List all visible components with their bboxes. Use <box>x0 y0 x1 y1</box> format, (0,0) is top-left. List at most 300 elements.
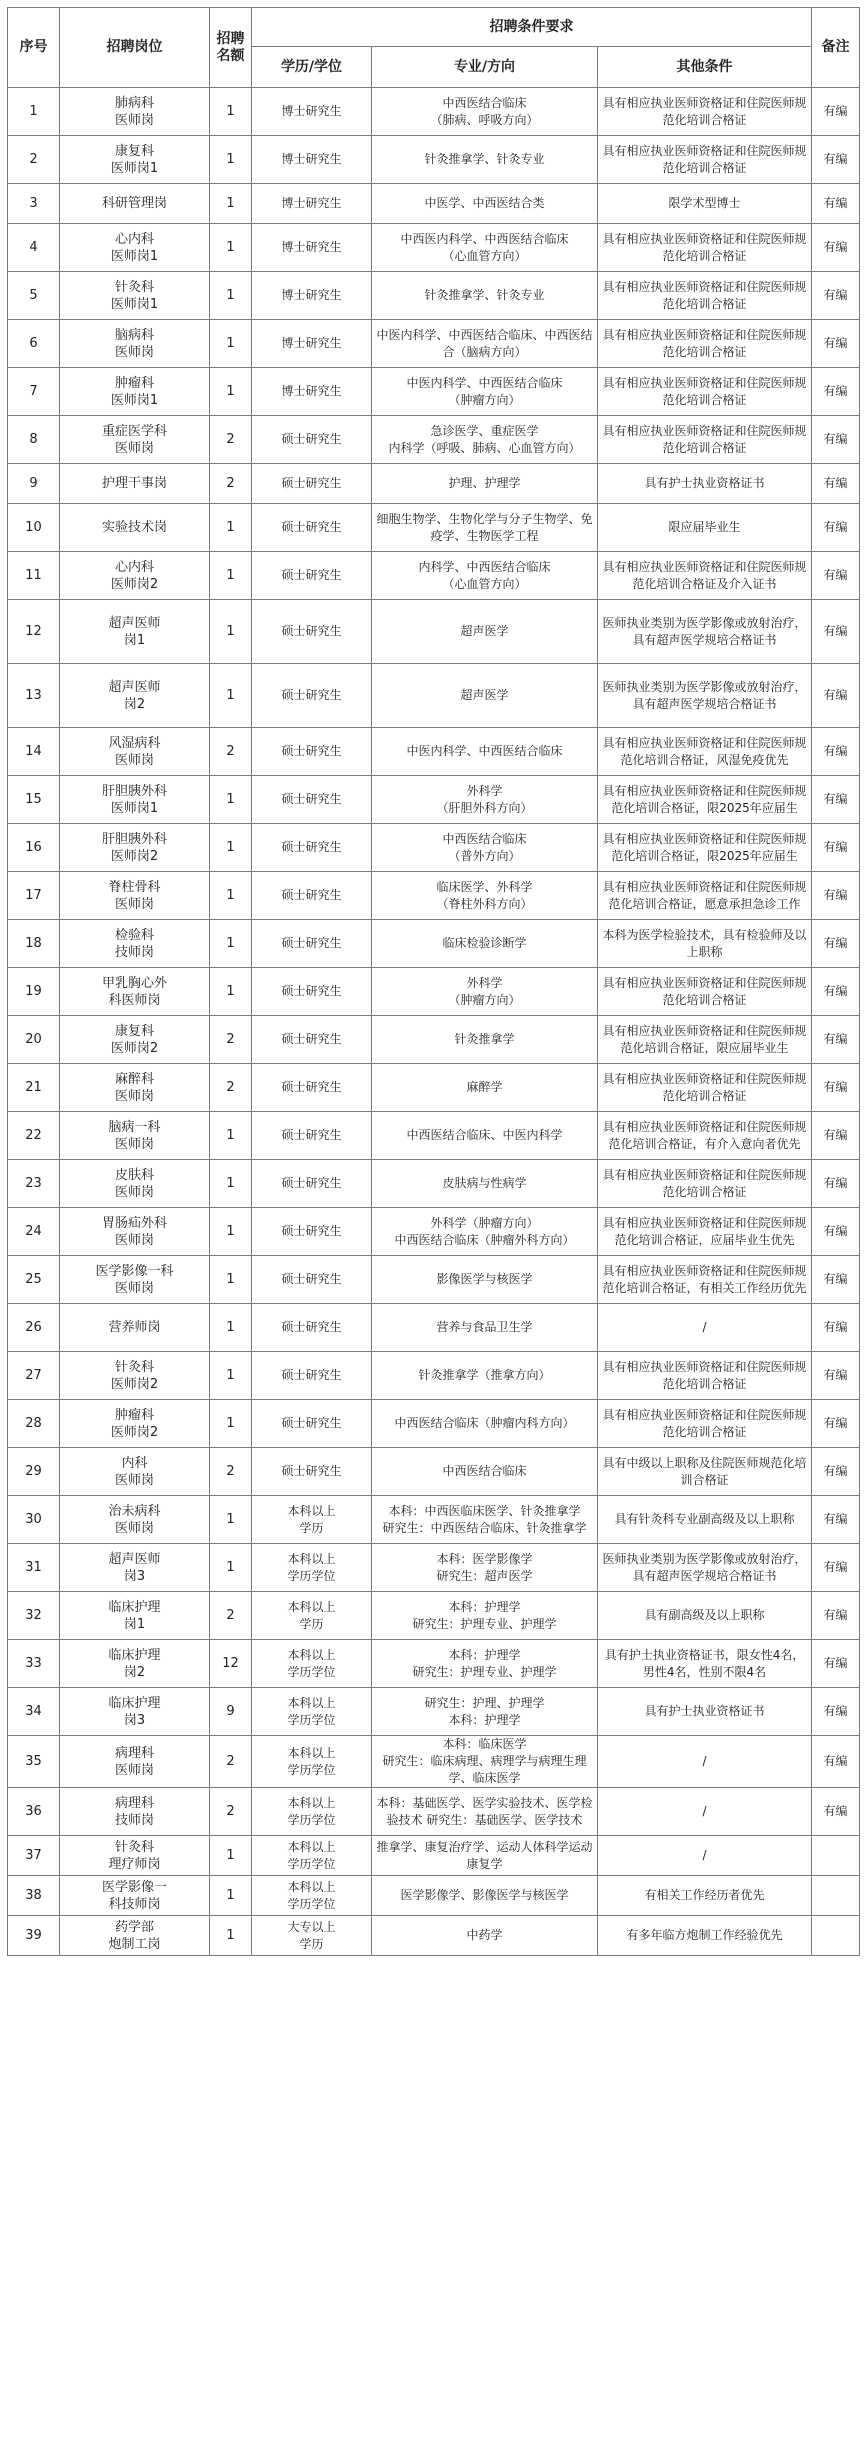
cell-count: 1 <box>210 664 252 728</box>
cell-position: 皮肤科 医师岗 <box>60 1160 210 1208</box>
cell-major: 本科：护理学 研究生：护理专业、护理学 <box>372 1640 598 1688</box>
cell-seq: 6 <box>8 320 60 368</box>
cell-major: 外科学（肿瘤方向） 中西医结合临床（肿瘤外科方向） <box>372 1208 598 1256</box>
cell-degree: 本科以上 学历学位 <box>252 1788 372 1836</box>
cell-position: 临床护理 岗3 <box>60 1688 210 1736</box>
cell-degree: 硕士研究生 <box>252 1208 372 1256</box>
cell-count: 2 <box>210 416 252 464</box>
header-requirements: 招聘条件要求 <box>252 8 812 47</box>
cell-major: 急诊医学、重症医学 内科学（呼吸、肺病、心血管方向） <box>372 416 598 464</box>
cell-position: 治未病科 医师岗 <box>60 1496 210 1544</box>
cell-note: 有编 <box>812 136 860 184</box>
cell-position: 康复科 医师岗2 <box>60 1016 210 1064</box>
cell-position: 病理科 技师岗 <box>60 1788 210 1836</box>
header-position: 招聘岗位 <box>60 8 210 88</box>
cell-major: 针灸推拿学 <box>372 1016 598 1064</box>
table-row <box>8 600 860 664</box>
cell-other: 限学术型博士 <box>598 184 812 224</box>
cell-major: 影像医学与核医学 <box>372 1256 598 1304</box>
cell-other: 具有护士执业资格证书，限女性4名，男性4名，性别不限4名 <box>598 1640 812 1688</box>
cell-position: 内科 医师岗 <box>60 1448 210 1496</box>
cell-seq: 2 <box>8 136 60 184</box>
cell-other: 具有相应执业医师资格证和住院医师规范化培训合格证，愿意承担急诊工作 <box>598 872 812 920</box>
cell-position: 肝胆胰外科 医师岗2 <box>60 824 210 872</box>
cell-degree: 本科以上 学历学位 <box>252 1544 372 1592</box>
header-seq: 序号 <box>8 8 60 88</box>
cell-position: 药学部 炮制工岗 <box>60 1916 210 1956</box>
cell-other: 具有相应执业医师资格证和住院医师规范化培训合格证 <box>598 1400 812 1448</box>
cell-position: 针灸科 理疗师岗 <box>60 1836 210 1876</box>
cell-count: 2 <box>210 1064 252 1112</box>
cell-degree: 硕士研究生 <box>252 552 372 600</box>
cell-position: 胃肠疝外科 医师岗 <box>60 1208 210 1256</box>
cell-other: 具有相应执业医师资格证和住院医师规范化培训合格证 <box>598 136 812 184</box>
cell-count: 2 <box>210 1736 252 1788</box>
cell-degree: 硕士研究生 <box>252 664 372 728</box>
cell-seq: 24 <box>8 1208 60 1256</box>
table-row <box>8 416 860 464</box>
cell-position: 护理干事岗 <box>60 464 210 504</box>
cell-major: 外科学 （肿瘤方向） <box>372 968 598 1016</box>
cell-note: 有编 <box>812 320 860 368</box>
cell-seq: 33 <box>8 1640 60 1688</box>
cell-count: 1 <box>210 1496 252 1544</box>
table-row <box>8 320 860 368</box>
table-row <box>8 272 860 320</box>
table-row <box>8 1544 860 1592</box>
cell-other: 具有相应执业医师资格证和住院医师规范化培训合格证，有相关工作经历优先 <box>598 1256 812 1304</box>
cell-count: 1 <box>210 968 252 1016</box>
cell-note: 有编 <box>812 272 860 320</box>
cell-note: 有编 <box>812 1208 860 1256</box>
cell-position: 超声医师 岗3 <box>60 1544 210 1592</box>
cell-other: 具有相应执业医师资格证和住院医师规范化培训合格证 <box>598 1160 812 1208</box>
cell-other: 有相关工作经历者优先 <box>598 1876 812 1916</box>
cell-count: 1 <box>210 552 252 600</box>
cell-note: 有编 <box>812 824 860 872</box>
cell-degree: 硕士研究生 <box>252 416 372 464</box>
cell-major: 中西医结合临床（肿瘤内科方向） <box>372 1400 598 1448</box>
cell-major: 中医学、中西医结合类 <box>372 184 598 224</box>
cell-count: 2 <box>210 728 252 776</box>
cell-other: 具有相应执业医师资格证和住院医师规范化培训合格证，应届毕业生优先 <box>598 1208 812 1256</box>
cell-seq: 8 <box>8 416 60 464</box>
cell-note: 有编 <box>812 1736 860 1788</box>
cell-degree: 本科以上 学历 <box>252 1592 372 1640</box>
recruitment-table-container <box>7 7 859 2457</box>
cell-seq: 19 <box>8 968 60 1016</box>
cell-seq: 26 <box>8 1304 60 1352</box>
cell-count: 1 <box>210 320 252 368</box>
table-row <box>8 872 860 920</box>
cell-note: 有编 <box>812 920 860 968</box>
cell-major: 医学影像学、影像医学与核医学 <box>372 1876 598 1916</box>
table-row <box>8 1688 860 1736</box>
cell-major: 本科：临床医学 研究生：临床病理、病理学与病理生理学、临床医学 <box>372 1736 598 1788</box>
table-row <box>8 824 860 872</box>
cell-seq: 39 <box>8 1916 60 1956</box>
cell-degree: 硕士研究生 <box>252 1160 372 1208</box>
cell-major: 中西医结合临床 （普外方向） <box>372 824 598 872</box>
cell-degree: 博士研究生 <box>252 272 372 320</box>
cell-count: 1 <box>210 1400 252 1448</box>
cell-major: 细胞生物学、生物化学与分子生物学、免疫学、生物医学工程 <box>372 504 598 552</box>
cell-position: 临床护理 岗1 <box>60 1592 210 1640</box>
cell-count: 1 <box>210 1160 252 1208</box>
cell-note: 有编 <box>812 504 860 552</box>
cell-seq: 11 <box>8 552 60 600</box>
cell-position: 临床护理 岗2 <box>60 1640 210 1688</box>
cell-position: 医学影像一 科技师岗 <box>60 1876 210 1916</box>
cell-degree: 硕士研究生 <box>252 776 372 824</box>
cell-seq: 35 <box>8 1736 60 1788</box>
cell-position: 重症医学科 医师岗 <box>60 416 210 464</box>
cell-position: 针灸科 医师岗1 <box>60 272 210 320</box>
cell-other: 具有相应执业医师资格证和住院医师规范化培训合格证，限应届毕业生 <box>598 1016 812 1064</box>
cell-count: 1 <box>210 1916 252 1956</box>
cell-count: 1 <box>210 872 252 920</box>
cell-note: 有编 <box>812 1640 860 1688</box>
cell-seq: 28 <box>8 1400 60 1448</box>
cell-major: 中医内科学、中西医结合临床、中西医结合（脑病方向） <box>372 320 598 368</box>
cell-seq: 29 <box>8 1448 60 1496</box>
cell-other: 具有相应执业医师资格证和住院医师规范化培训合格证 <box>598 1352 812 1400</box>
cell-other: 具有护士执业资格证书 <box>598 1688 812 1736</box>
table-row <box>8 728 860 776</box>
cell-position: 肿瘤科 医师岗2 <box>60 1400 210 1448</box>
table-row <box>8 968 860 1016</box>
cell-major: 本科：护理学 研究生：护理专业、护理学 <box>372 1592 598 1640</box>
cell-note: 有编 <box>812 464 860 504</box>
cell-seq: 30 <box>8 1496 60 1544</box>
cell-position: 康复科 医师岗1 <box>60 136 210 184</box>
cell-count: 1 <box>210 368 252 416</box>
table-row <box>8 464 860 504</box>
table-row <box>8 368 860 416</box>
cell-major: 本科：基础医学、医学实验技术、医学检验技术 研究生：基础医学、医学技术 <box>372 1788 598 1836</box>
cell-degree: 硕士研究生 <box>252 968 372 1016</box>
cell-position: 病理科 医师岗 <box>60 1736 210 1788</box>
cell-degree: 硕士研究生 <box>252 504 372 552</box>
cell-note: 有编 <box>812 1016 860 1064</box>
cell-degree: 硕士研究生 <box>252 872 372 920</box>
cell-other: 具有相应执业医师资格证和住院医师规范化培训合格证，限2025年应届生 <box>598 776 812 824</box>
cell-major: 临床医学、外科学 （脊柱外科方向） <box>372 872 598 920</box>
cell-degree: 硕士研究生 <box>252 1112 372 1160</box>
cell-other: 医师执业类别为医学影像或放射治疗，具有超声医学规培合格证书 <box>598 1544 812 1592</box>
cell-count: 2 <box>210 1448 252 1496</box>
cell-position: 检验科 技师岗 <box>60 920 210 968</box>
cell-degree: 硕士研究生 <box>252 1304 372 1352</box>
table-row <box>8 1836 860 1876</box>
cell-major: 推拿学、康复治疗学、运动人体科学运动康复学 <box>372 1836 598 1876</box>
cell-position: 超声医师 岗2 <box>60 664 210 728</box>
cell-note: 有编 <box>812 1688 860 1736</box>
cell-major: 临床检验诊断学 <box>372 920 598 968</box>
table-row <box>8 1064 860 1112</box>
cell-seq: 22 <box>8 1112 60 1160</box>
cell-other: 具有相应执业医师资格证和住院医师规范化培训合格证 <box>598 1064 812 1112</box>
cell-major: 中医内科学、中西医结合临床 （肿瘤方向） <box>372 368 598 416</box>
cell-other: 具有相应执业医师资格证和住院医师规范化培训合格证，限2025年应届生 <box>598 824 812 872</box>
cell-other: 有多年临方炮制工作经验优先 <box>598 1916 812 1956</box>
cell-seq: 4 <box>8 224 60 272</box>
cell-seq: 15 <box>8 776 60 824</box>
cell-position: 超声医师 岗1 <box>60 600 210 664</box>
cell-count: 1 <box>210 1876 252 1916</box>
cell-other: 具有中级以上职称及住院医师规范化培训合格证 <box>598 1448 812 1496</box>
cell-note: 有编 <box>812 1788 860 1836</box>
cell-major: 护理、护理学 <box>372 464 598 504</box>
cell-degree: 本科以上 学历学位 <box>252 1640 372 1688</box>
table-row <box>8 1208 860 1256</box>
cell-seq: 27 <box>8 1352 60 1400</box>
cell-degree: 硕士研究生 <box>252 1352 372 1400</box>
cell-position: 心内科 医师岗2 <box>60 552 210 600</box>
cell-major: 中西医结合临床 （肺病、呼吸方向） <box>372 88 598 136</box>
cell-count: 2 <box>210 1592 252 1640</box>
table-row <box>8 1352 860 1400</box>
cell-note: 有编 <box>812 1160 860 1208</box>
cell-position: 麻醉科 医师岗 <box>60 1064 210 1112</box>
table-body <box>8 88 860 1956</box>
cell-other: 限应届毕业生 <box>598 504 812 552</box>
cell-seq: 12 <box>8 600 60 664</box>
cell-position: 肺病科 医师岗 <box>60 88 210 136</box>
cell-other: 具有相应执业医师资格证和住院医师规范化培训合格证 <box>598 368 812 416</box>
cell-other: 具有相应执业医师资格证和住院医师规范化培训合格证 <box>598 416 812 464</box>
cell-note: 有编 <box>812 368 860 416</box>
cell-count: 1 <box>210 1304 252 1352</box>
table-row <box>8 1400 860 1448</box>
table-row <box>8 1876 860 1916</box>
cell-note: 有编 <box>812 728 860 776</box>
cell-count: 2 <box>210 1788 252 1836</box>
cell-major: 本科：医学影像学 研究生：超声医学 <box>372 1544 598 1592</box>
cell-seq: 13 <box>8 664 60 728</box>
cell-major: 中西医结合临床、中医内科学 <box>372 1112 598 1160</box>
cell-major: 外科学 （肝胆外科方向） <box>372 776 598 824</box>
cell-note <box>812 1836 860 1876</box>
cell-note: 有编 <box>812 1112 860 1160</box>
cell-note: 有编 <box>812 1544 860 1592</box>
table-row <box>8 88 860 136</box>
header-note: 备注 <box>812 8 860 88</box>
cell-seq: 10 <box>8 504 60 552</box>
header-count: 招聘名额 <box>210 8 252 88</box>
table-row <box>8 1448 860 1496</box>
cell-degree: 硕士研究生 <box>252 824 372 872</box>
cell-count: 1 <box>210 1352 252 1400</box>
cell-position: 针灸科 医师岗2 <box>60 1352 210 1400</box>
cell-degree: 硕士研究生 <box>252 464 372 504</box>
cell-count: 1 <box>210 1112 252 1160</box>
table-row <box>8 1916 860 1956</box>
cell-position: 脑病一科 医师岗 <box>60 1112 210 1160</box>
cell-seq: 38 <box>8 1876 60 1916</box>
cell-other: 具有护士执业资格证书 <box>598 464 812 504</box>
cell-count: 1 <box>210 184 252 224</box>
table-row <box>8 504 860 552</box>
cell-major: 皮肤病与性病学 <box>372 1160 598 1208</box>
cell-major: 中医内科学、中西医结合临床 <box>372 728 598 776</box>
cell-note: 有编 <box>812 1592 860 1640</box>
cell-note: 有编 <box>812 1064 860 1112</box>
cell-major: 研究生：护理、护理学 本科：护理学 <box>372 1688 598 1736</box>
cell-seq: 20 <box>8 1016 60 1064</box>
cell-degree: 博士研究生 <box>252 88 372 136</box>
cell-count: 2 <box>210 464 252 504</box>
cell-count: 1 <box>210 776 252 824</box>
cell-other: 具有副高级及以上职称 <box>598 1592 812 1640</box>
cell-seq: 31 <box>8 1544 60 1592</box>
cell-seq: 3 <box>8 184 60 224</box>
cell-other: / <box>598 1736 812 1788</box>
cell-count: 1 <box>210 1836 252 1876</box>
cell-note <box>812 1876 860 1916</box>
cell-other: / <box>598 1836 812 1876</box>
cell-position: 营养师岗 <box>60 1304 210 1352</box>
cell-seq: 7 <box>8 368 60 416</box>
cell-note: 有编 <box>812 416 860 464</box>
cell-count: 1 <box>210 920 252 968</box>
cell-seq: 5 <box>8 272 60 320</box>
cell-seq: 17 <box>8 872 60 920</box>
table-row <box>8 1788 860 1836</box>
cell-count: 1 <box>210 88 252 136</box>
cell-degree: 硕士研究生 <box>252 1016 372 1064</box>
cell-note: 有编 <box>812 600 860 664</box>
cell-degree: 本科以上 学历 <box>252 1496 372 1544</box>
cell-position: 脊柱骨科 医师岗 <box>60 872 210 920</box>
cell-seq: 14 <box>8 728 60 776</box>
cell-major: 本科：中西医临床医学、针灸推拿学 研究生：中西医结合临床、针灸推拿学 <box>372 1496 598 1544</box>
cell-other: 医师执业类别为医学影像或放射治疗，具有超声医学规培合格证书 <box>598 664 812 728</box>
cell-other: / <box>598 1788 812 1836</box>
cell-degree: 博士研究生 <box>252 184 372 224</box>
cell-count: 1 <box>210 600 252 664</box>
cell-degree: 博士研究生 <box>252 320 372 368</box>
cell-note: 有编 <box>812 1304 860 1352</box>
cell-position: 肝胆胰外科 医师岗1 <box>60 776 210 824</box>
cell-count: 1 <box>210 504 252 552</box>
cell-major: 内科学、中西医结合临床 （心血管方向） <box>372 552 598 600</box>
cell-note: 有编 <box>812 552 860 600</box>
cell-position: 心内科 医师岗1 <box>60 224 210 272</box>
table-row <box>8 1256 860 1304</box>
cell-count: 1 <box>210 1256 252 1304</box>
table-row <box>8 552 860 600</box>
cell-note: 有编 <box>812 184 860 224</box>
cell-seq: 23 <box>8 1160 60 1208</box>
cell-degree: 博士研究生 <box>252 136 372 184</box>
cell-note: 有编 <box>812 1448 860 1496</box>
cell-position: 实验技术岗 <box>60 504 210 552</box>
cell-other: 具有相应执业医师资格证和住院医师规范化培训合格证 <box>598 88 812 136</box>
cell-note: 有编 <box>812 872 860 920</box>
cell-seq: 25 <box>8 1256 60 1304</box>
table-row <box>8 1592 860 1640</box>
cell-major: 超声医学 <box>372 664 598 728</box>
cell-count: 1 <box>210 824 252 872</box>
table-row <box>8 1496 860 1544</box>
cell-count: 12 <box>210 1640 252 1688</box>
cell-degree: 硕士研究生 <box>252 1064 372 1112</box>
cell-count: 9 <box>210 1688 252 1736</box>
table-row <box>8 136 860 184</box>
cell-note: 有编 <box>812 88 860 136</box>
cell-count: 1 <box>210 272 252 320</box>
cell-other: 具有相应执业医师资格证和住院医师规范化培训合格证 <box>598 272 812 320</box>
cell-count: 1 <box>210 1208 252 1256</box>
cell-count: 1 <box>210 136 252 184</box>
cell-position: 医学影像一科 医师岗 <box>60 1256 210 1304</box>
cell-degree: 本科以上 学历学位 <box>252 1736 372 1788</box>
cell-major: 超声医学 <box>372 600 598 664</box>
header-other: 其他条件 <box>598 47 812 88</box>
cell-position: 肿瘤科 医师岗1 <box>60 368 210 416</box>
cell-position: 风湿病科 医师岗 <box>60 728 210 776</box>
cell-degree: 本科以上 学历学位 <box>252 1688 372 1736</box>
cell-other: 具有相应执业医师资格证和住院医师规范化培训合格证，风湿免疫优先 <box>598 728 812 776</box>
cell-seq: 21 <box>8 1064 60 1112</box>
table-row <box>8 1640 860 1688</box>
cell-count: 2 <box>210 1016 252 1064</box>
table-row <box>8 1304 860 1352</box>
cell-degree: 本科以上 学历学位 <box>252 1836 372 1876</box>
cell-major: 营养与食品卫生学 <box>372 1304 598 1352</box>
header-major: 专业/方向 <box>372 47 598 88</box>
cell-degree: 硕士研究生 <box>252 600 372 664</box>
cell-major: 中药学 <box>372 1916 598 1956</box>
cell-major: 麻醉学 <box>372 1064 598 1112</box>
cell-note: 有编 <box>812 776 860 824</box>
cell-degree: 硕士研究生 <box>252 1400 372 1448</box>
table-row <box>8 1160 860 1208</box>
cell-seq: 32 <box>8 1592 60 1640</box>
cell-count: 1 <box>210 1544 252 1592</box>
cell-degree: 博士研究生 <box>252 224 372 272</box>
cell-degree: 硕士研究生 <box>252 1448 372 1496</box>
table-row <box>8 920 860 968</box>
cell-note: 有编 <box>812 968 860 1016</box>
cell-degree: 硕士研究生 <box>252 728 372 776</box>
cell-position: 脑病科 医师岗 <box>60 320 210 368</box>
cell-major: 中西医结合临床 <box>372 1448 598 1496</box>
cell-degree: 本科以上 学历学位 <box>252 1876 372 1916</box>
recruitment-table <box>7 7 860 1956</box>
cell-seq: 9 <box>8 464 60 504</box>
cell-position: 甲乳胸心外 科医师岗 <box>60 968 210 1016</box>
header-degree: 学历/学位 <box>252 47 372 88</box>
cell-degree: 硕士研究生 <box>252 920 372 968</box>
cell-major: 针灸推拿学、针灸专业 <box>372 136 598 184</box>
cell-note: 有编 <box>812 1352 860 1400</box>
cell-other: 本科为医学检验技术，具有检验师及以上职称 <box>598 920 812 968</box>
cell-major: 针灸推拿学（推拿方向） <box>372 1352 598 1400</box>
cell-major: 中西医内科学、中西医结合临床 （心血管方向） <box>372 224 598 272</box>
cell-note <box>812 1916 860 1956</box>
cell-major: 针灸推拿学、针灸专业 <box>372 272 598 320</box>
cell-seq: 37 <box>8 1836 60 1876</box>
cell-note: 有编 <box>812 664 860 728</box>
table-row <box>8 1736 860 1788</box>
cell-seq: 1 <box>8 88 60 136</box>
cell-other: / <box>598 1304 812 1352</box>
cell-note: 有编 <box>812 1256 860 1304</box>
cell-degree: 博士研究生 <box>252 368 372 416</box>
cell-count: 1 <box>210 224 252 272</box>
